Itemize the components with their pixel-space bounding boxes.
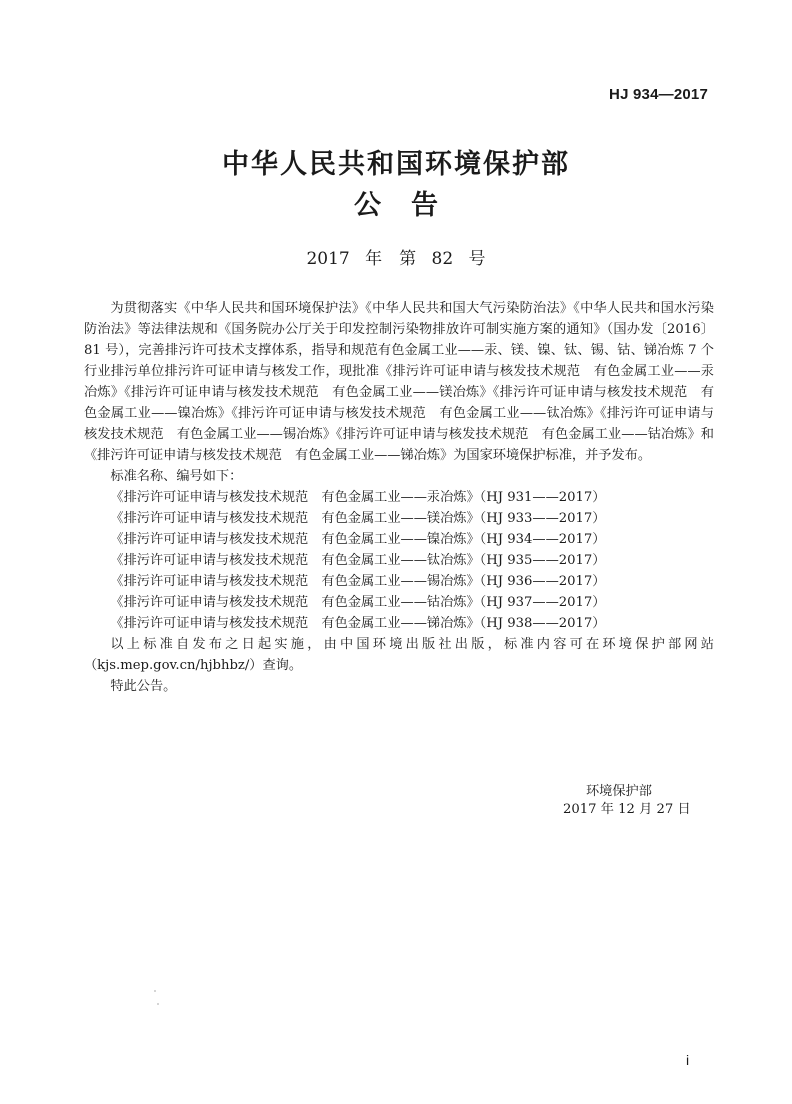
standards-list: [84, 487, 714, 634]
signature-date: 2017 年 12 月 27 日: [563, 802, 691, 817]
list-item: 《排污许可证申请与核发技术规范 有色金属工业——钛冶炼》（HJ 935——2017）: [110, 553, 606, 568]
closing-paragraph: 特此公告。: [110, 679, 177, 694]
intro-paragraph: 为贯彻落实《中华人民共和国环境保护法》《中华人民共和国大气污染防治法》《中华人民共和国水污染防治法》等法律法规和《国务院办公厅关于印发控制污染物排放许可制实施方案的通知》（国办发〔2016〕81 号），完善排污许可技术支撑体系，指导和规范有色金属工业——汞、镁、镍、钛、锡、钴、锑冶炼 7 个行业排污单位排污许可证申请与核发工作，现批准《排污许可证申请与核发技术规范 有色金属工业——汞冶炼》《排污许可证申请与核发技术规范 有色金属工业——镁冶炼》《排污许可证申请与核发技术规范 有色金属工业——镍冶炼》《排污许可证申请与核发技术规范 有色金属工业——钛冶炼》《排污许可证申请与核发技术规范 有色金属工业——锡冶炼》《排污许可证申请与核发技术规范 有色金属工业——钴冶炼》和《排污许可证申请与核发技术规范 有色金属工业——锑冶炼》为国家环境保护标准，并予发布。: [84, 301, 714, 463]
list-item: 《排污许可证申请与核发技术规范 有色金属工业——镍冶炼》（HJ 934——2017）: [110, 532, 606, 547]
implementation-paragraph: 以上标准自发布之日起实施，由中国环境出版社出版，标准内容可在环境保护部网站（kjs.mep.gov.cn/hjbhbz/）查询。: [84, 637, 714, 673]
signature-organization: 环境保护部: [586, 784, 652, 799]
list-item: 《排污许可证申请与核发技术规范 有色金属工业——汞冶炼》（HJ 931——2017）: [110, 490, 606, 505]
scan-speck: [157, 1003, 159, 1005]
page-title: 中华人民共和国环境保护部: [222, 149, 570, 180]
list-item: 《排污许可证申请与核发技术规范 有色金属工业——锑冶炼》（HJ 938——2017）: [110, 616, 606, 631]
page-subtitle: 公告: [354, 190, 468, 221]
scan-speck: [154, 990, 156, 992]
list-item: 《排污许可证申请与核发技术规范 有色金属工业——镁冶炼》（HJ 933——2017）: [110, 511, 606, 526]
issue-number: 2017 年 第 82 号: [306, 249, 486, 269]
page-number: i: [686, 1052, 690, 1068]
document-code: HJ 934—2017: [609, 86, 708, 103]
list-intro: 标准名称、编号如下：: [110, 469, 243, 484]
list-item: 《排污许可证申请与核发技术规范 有色金属工业——锡冶炼》（HJ 936——2017）: [110, 574, 606, 589]
list-item: 《排污许可证申请与核发技术规范 有色金属工业——钴冶炼》（HJ 937——2017）: [110, 595, 606, 610]
announcement-body: [84, 298, 714, 697]
